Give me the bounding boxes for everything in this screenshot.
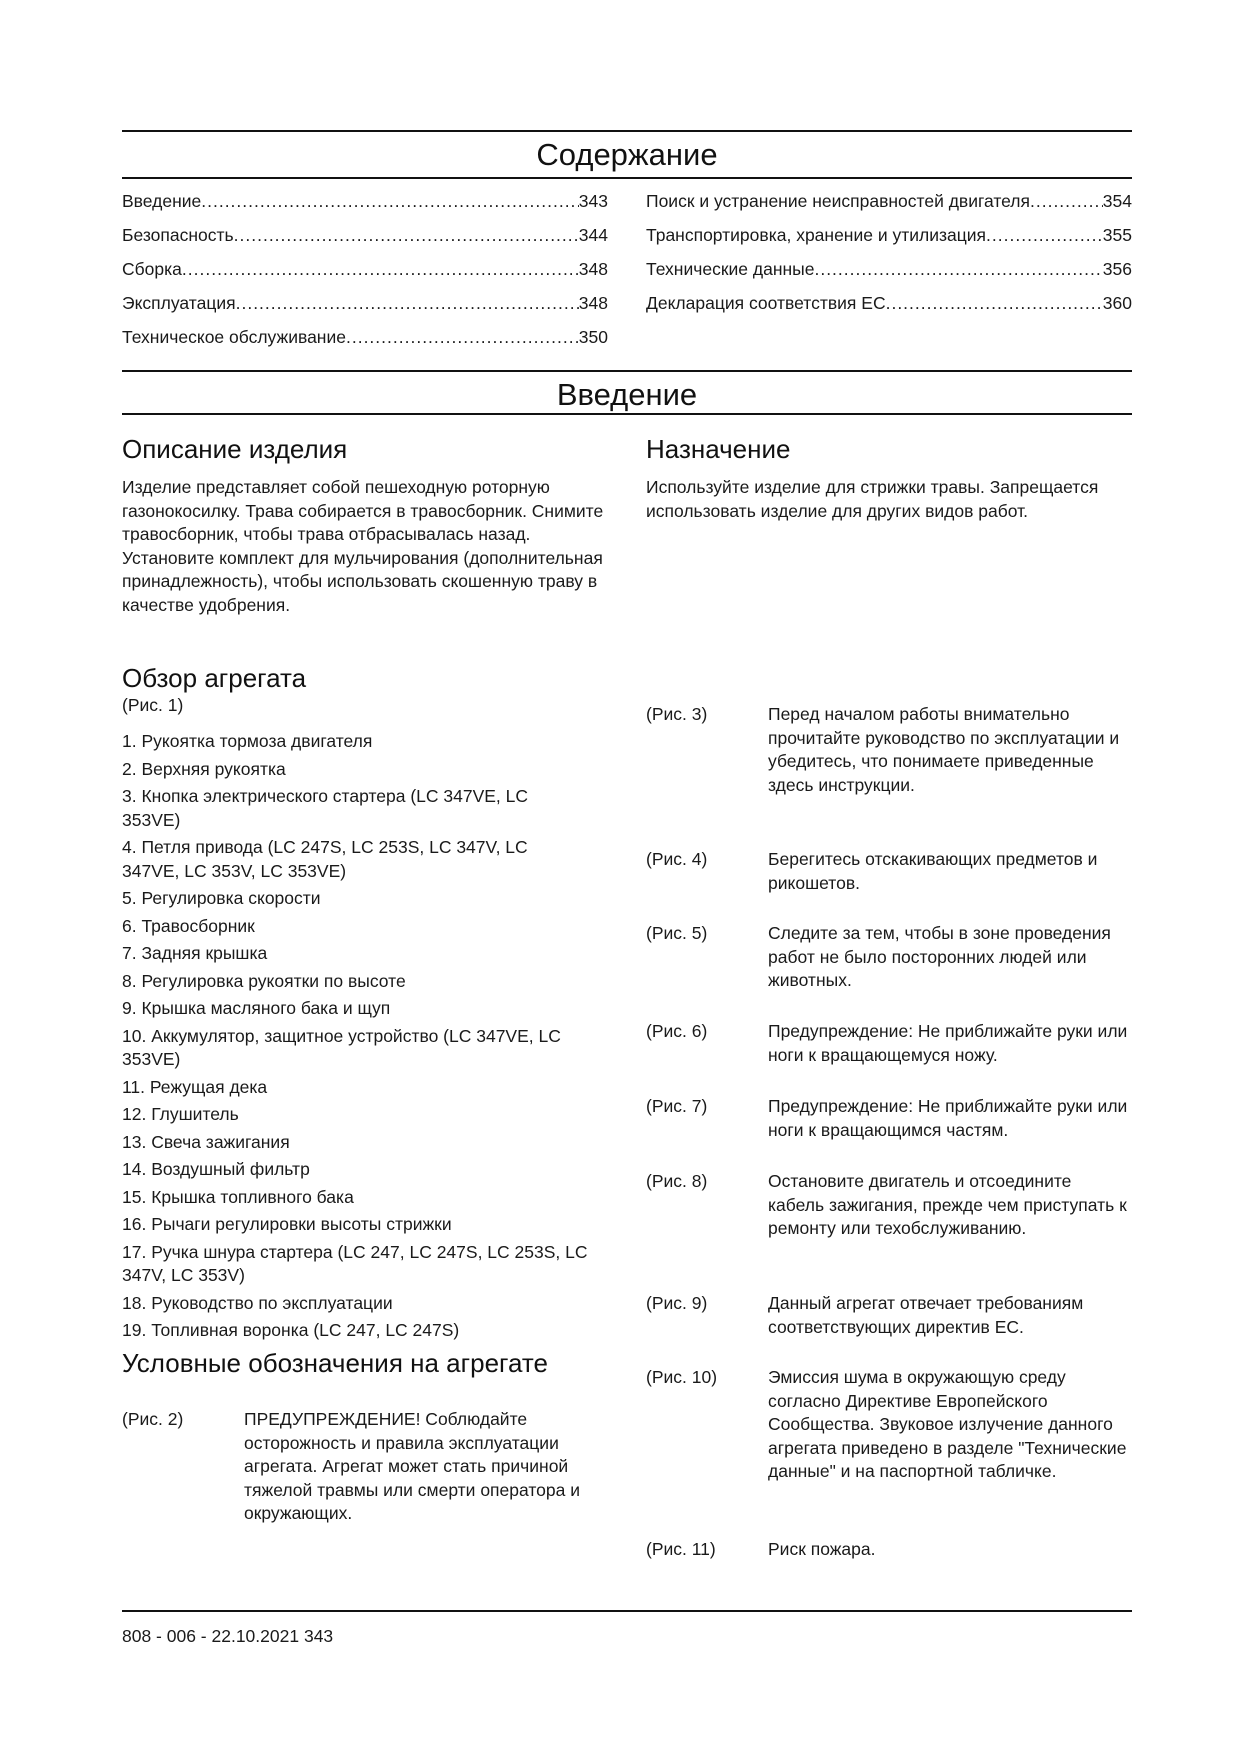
toc-item[interactable]: Техническое обслуживание ..... 350 xyxy=(122,326,608,360)
list-item: 11. Режущая дека xyxy=(122,1076,268,1097)
symbol-entry xyxy=(646,703,1132,797)
list-item: 18. Руководство по эксплуатации xyxy=(122,1292,393,1313)
list-item: 3. Кнопка электрического стартера (LC 347VE, LC 353VE) xyxy=(122,786,529,830)
toc-item[interactable]: Сборка ..... 348 xyxy=(122,258,608,292)
overview-heading: Обзор агрегата xyxy=(122,663,307,693)
list-item: 16. Рычаги регулировки высоты стрижки xyxy=(122,1214,452,1234)
symbol-description: Следите за тем, чтобы в зоне проведения работ не было посторонних людей или животных. xyxy=(768,923,1111,990)
overview-figure-ref: (Рис. 1) xyxy=(122,695,184,715)
figure-ref: (Рис. 2) xyxy=(122,1409,184,1429)
intro-title: Введение xyxy=(556,377,698,412)
list-item: 12. Глушитель xyxy=(122,1104,239,1124)
toc-item[interactable]: Безопасность ..... 344 xyxy=(122,224,608,258)
symbols-heading: Условные обозначения на агрегате xyxy=(122,1348,548,1378)
purpose-text: Используйте изделие для стрижки травы. Запрещается использовать изделие для других видов работ. xyxy=(646,477,1099,521)
symbol-entry xyxy=(646,1020,1132,1067)
toc-item[interactable]: Технические данные ..... 356 xyxy=(646,258,1132,292)
symbol-entry xyxy=(646,1170,1132,1241)
figure-ref: (Рис. 8) xyxy=(646,1171,708,1191)
figure-ref: (Рис. 3) xyxy=(646,704,708,724)
symbol-entry xyxy=(122,1408,609,1526)
symbol-entry xyxy=(646,1538,1132,1562)
toc-item[interactable]: Декларация соответствия ЕС ..... 360 xyxy=(646,292,1132,326)
symbol-entry xyxy=(646,848,1132,895)
symbol-description: Перед началом работы внимательно прочитайте руководство по эксплуатации и убедитесь, что понимаете приведенные здесь инструкции. xyxy=(768,704,1120,795)
page-footer xyxy=(122,1625,333,1647)
list-item: 19. Топливная воронка (LC 247, LC 247S) xyxy=(122,1320,460,1340)
list-item: 8. Регулировка рукоятки по высоте xyxy=(122,970,406,991)
purpose-heading: Назначение xyxy=(646,434,791,464)
list-item: 1. Рукоятка тормоза двигателя xyxy=(122,731,373,751)
overview-list xyxy=(122,730,622,1347)
symbol-description: Данный агрегат отвечает требованиям соответствующих директив ЕС. xyxy=(768,1293,1084,1337)
table-of-contents xyxy=(122,190,1132,360)
figure-ref: (Рис. 9) xyxy=(646,1293,708,1313)
symbol-description: ПРЕДУПРЕЖДЕНИЕ! Соблюдайте осторожность и правила эксплуатации агрегата. Агрегат может стать причиной тяжелой травмы или смерти оператора и окружающих. xyxy=(244,1409,580,1523)
symbol-entry xyxy=(646,1366,1132,1484)
figure-ref: (Рис. 4) xyxy=(646,849,708,869)
document-code: 808 - 006 - 22.10.2021 xyxy=(122,1626,300,1646)
symbol-description: Берегитесь отскакивающих предметов и рикошетов. xyxy=(768,849,1098,893)
list-item: 4. Петля привода (LC 247S, LC 253S, LC 347V, LC 347VE, LC 353V, LC 353VE) xyxy=(122,837,528,881)
list-item: 9. Крышка масляного бака и щуп xyxy=(122,998,391,1018)
footer-rule xyxy=(122,1610,1132,1612)
list-item: 7. Задняя крышка xyxy=(122,943,268,963)
toc-bottom-rule xyxy=(122,177,1132,179)
toc-item[interactable]: Транспортировка, хранение и утилизация ..... 355 xyxy=(646,224,1132,258)
toc-item[interactable]: Введение ..... 343 xyxy=(122,190,608,224)
list-item: 14. Воздушный фильтр xyxy=(122,1159,310,1179)
toc-top-rule xyxy=(122,130,1132,132)
toc-left-column xyxy=(122,190,608,360)
toc-title: Содержание xyxy=(536,137,718,172)
toc-item[interactable]: Поиск и устранение неисправностей двигателя ..... 354 xyxy=(646,190,1132,224)
figure-ref: (Рис. 11) xyxy=(646,1539,716,1559)
symbol-description: Предупреждение: Не приближайте руки или ноги к вращающемуся ножу. xyxy=(768,1021,1128,1065)
intro-bottom-rule xyxy=(122,413,1132,415)
list-item: 5. Регулировка скорости xyxy=(122,888,321,908)
list-item: 17. Ручка шнура стартера (LC 247, LC 247S, LC 253S, LC 347V, LC 353V) xyxy=(122,1241,588,1285)
list-item: 6. Травосборник xyxy=(122,915,255,936)
intro-top-rule xyxy=(122,370,1132,372)
symbol-description: Предупреждение: Не приближайте руки или ноги к вращающимся частям. xyxy=(768,1096,1128,1140)
toc-item[interactable]: Эксплуатация ..... 348 xyxy=(122,292,608,326)
description-heading: Описание изделия xyxy=(122,434,348,464)
figure-ref: (Рис. 10) xyxy=(646,1367,718,1387)
figure-ref: (Рис. 7) xyxy=(646,1096,708,1116)
symbol-entry xyxy=(646,1095,1132,1142)
symbol-description: Эмиссия шума в окружающую среду согласно Директиве Европейского Сообщества. Звуковое излучение данного агрегата приведено в разделе "Технические данные" и на паспортной табличке. xyxy=(768,1367,1127,1481)
symbol-description: Риск пожара. xyxy=(768,1539,876,1559)
list-item: 10. Аккумулятор, защитное устройство (LC 347VE, LC 353VE) xyxy=(122,1025,561,1069)
page-number: 343 xyxy=(303,1626,334,1646)
description-text: Изделие представляет собой пешеходную роторную газонокосилку. Трава собирается в травосборник. Снимите травосборник, чтобы трава отбрасывалась назад. Установите комплект для мульчирования (дополнительная принадлежность), чтобы использовать скошенную траву в качестве удобрения. xyxy=(122,477,604,615)
list-item: 13. Свеча зажигания xyxy=(122,1131,290,1152)
list-item: 2. Верхняя рукоятка xyxy=(122,758,286,779)
symbol-description: Остановите двигатель и отсоедините кабель зажигания, прежде чем приступать к ремонту или техобслуживанию. xyxy=(768,1171,1127,1238)
symbol-entry xyxy=(646,922,1132,993)
symbol-entry xyxy=(646,1292,1132,1339)
list-item: 15. Крышка топливного бака xyxy=(122,1186,354,1207)
figure-ref: (Рис. 5) xyxy=(646,923,708,943)
toc-right-column xyxy=(646,190,1132,326)
figure-ref: (Рис. 6) xyxy=(646,1021,708,1041)
